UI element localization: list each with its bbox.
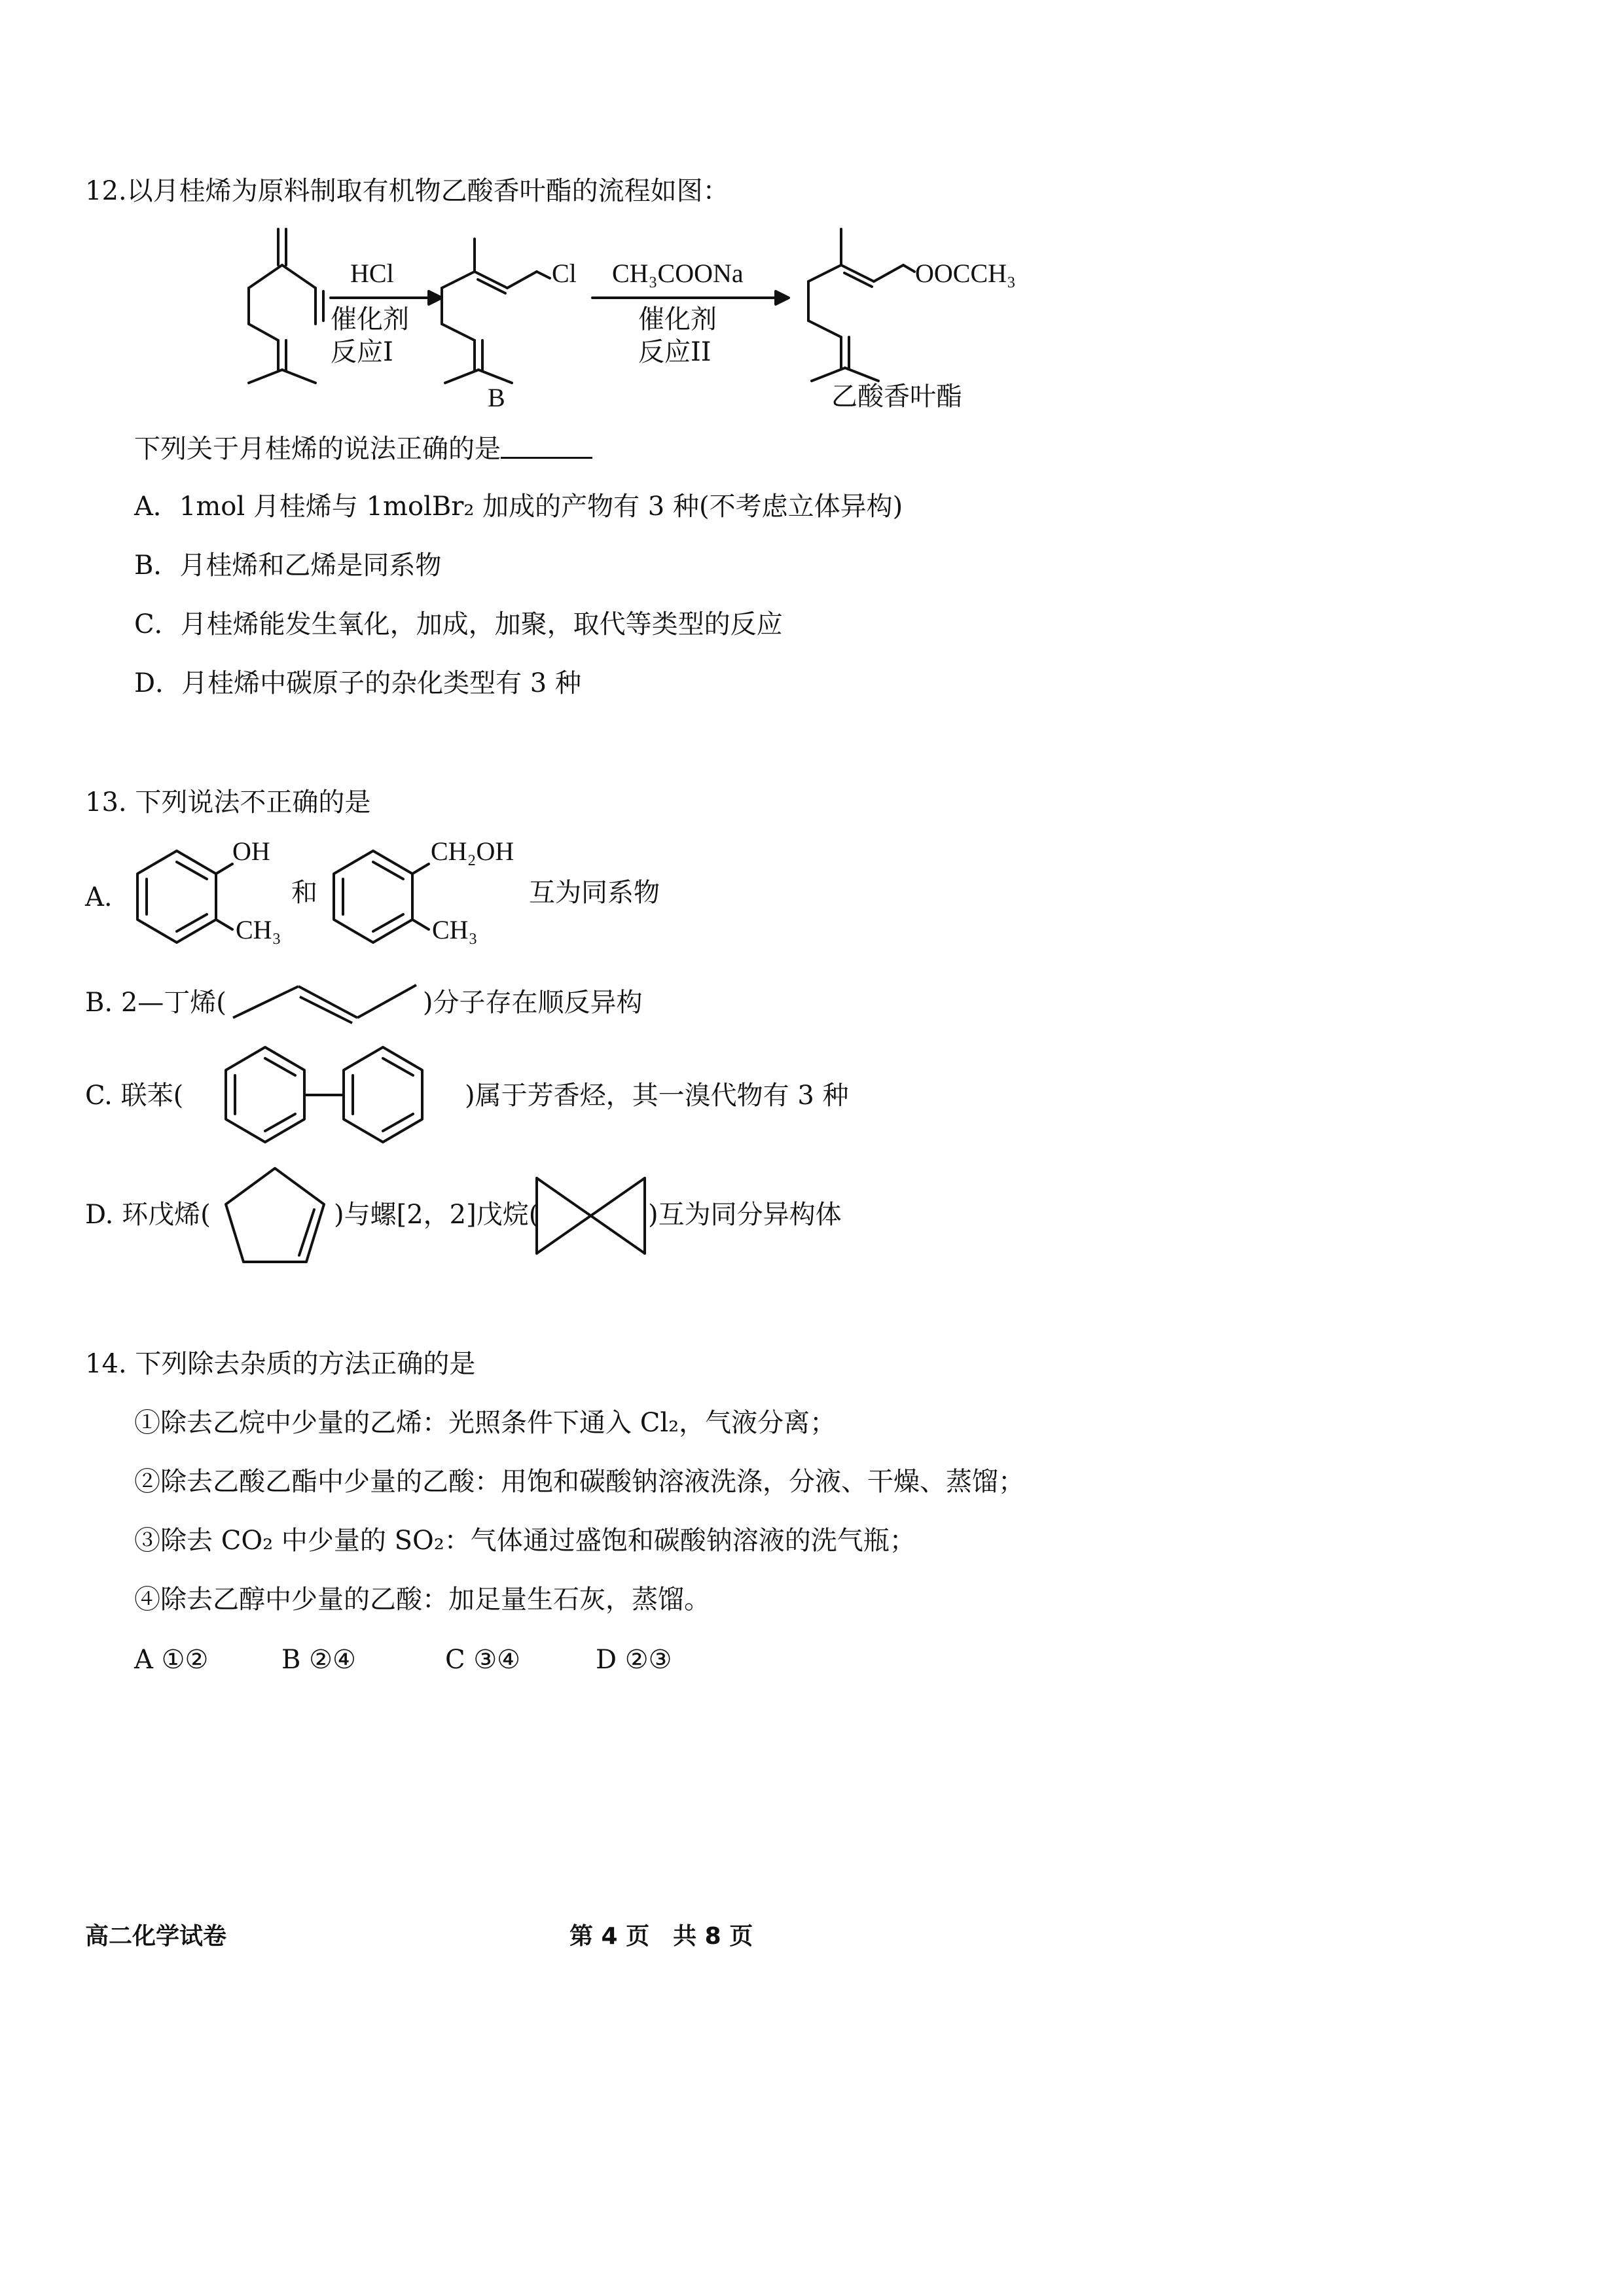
q14-item-3: ③除去 CO₂ 中少量的 SO₂：气体通过盛饱和碳酸钠溶液的洗气瓶； <box>134 1526 916 1556</box>
q12-question <box>134 432 592 466</box>
geranyl-acetate-structure <box>802 216 933 386</box>
q14-item-1: ①除去乙烷中少量的乙烯：光照条件下通入 Cl₂，气液分离； <box>134 1408 837 1438</box>
q14-choice-d: D ②③ <box>596 1645 672 1675</box>
q13-option-d-mid: )与螺[2，2]戊烷( <box>334 1200 539 1230</box>
footer-page-number: 第 4 页 共 8 页 <box>569 1923 753 1950</box>
q14-choice-b: B ②④ <box>281 1645 356 1675</box>
condition-reaction-1: 反应I <box>331 337 393 367</box>
q13-option-c-prefix: C. 联苯( <box>85 1081 184 1111</box>
q14-item-2: ②除去乙酸乙酯中少量的乙酸：用饱和碳酸钠溶液洗涤，分液、干燥、蒸馏； <box>134 1467 1024 1497</box>
reagent-sodium-acetate: CH₃COONa <box>612 259 744 288</box>
q14-choice-c: C ③④ <box>445 1645 521 1675</box>
q12-option-b: B．月桂烯和乙烯是同系物 <box>134 550 442 581</box>
q13-option-d-prefix: D. 环戊烯( <box>85 1200 211 1230</box>
cyclopentene-structure <box>209 1158 340 1276</box>
q13-option-c-suffix: )属于芳香烃，其一溴代物有 3 种 <box>465 1081 849 1111</box>
label-geranyl-acetate: 乙酸香叶酯 <box>831 382 962 412</box>
label-cl: Cl <box>552 259 577 288</box>
q13-option-a-prefix: A. <box>85 882 113 912</box>
q12-option-c: C．月桂烯能发生氧化，加成，加聚，取代等类型的反应 <box>134 609 783 639</box>
q14-item-4: ④除去乙醇中少量的乙酸：加足量生石灰，蒸馏。 <box>134 1585 710 1615</box>
biphenyl-structure <box>190 1037 471 1155</box>
condition-catalyst-2: 催化剂 <box>638 304 717 334</box>
condition-reaction-2: 反应II <box>638 337 712 367</box>
q13-stem: 13. 下列说法不正确的是 <box>85 787 371 817</box>
q13-option-b <box>85 978 643 1024</box>
label-ch3-2: CH₃ <box>432 915 478 944</box>
q12-question-text: 下列关于月桂烯的说法正确的是 <box>134 434 501 464</box>
answer-blank <box>501 433 592 459</box>
2-methylbenzyl-alcohol-structure <box>314 841 445 952</box>
q13-option-b-prefix: B. 2—丁烯( <box>85 988 226 1018</box>
o-cresol-structure <box>118 841 236 952</box>
label-b: B <box>488 383 505 412</box>
q12-stem: 12.以月桂烯为原料制取有机物乙酸香叶酯的流程如图： <box>85 176 729 206</box>
q14-choice-a: A ①② <box>134 1645 209 1675</box>
q13-option-d-suffix: )互为同分异构体 <box>648 1200 842 1230</box>
q12-option-a: A．1mol 月桂烯与 1molBr₂ 加成的产物有 3 种(不考虑立体异构) <box>134 492 903 522</box>
q13-option-a-suffix: 互为同系物 <box>529 878 660 908</box>
q13-option-b-suffix: )分子存在顺反异构 <box>422 988 643 1018</box>
q14-stem: 14. 下列除去杂质的方法正确的是 <box>85 1349 476 1379</box>
label-oh: OH <box>232 836 270 866</box>
condition-catalyst-1: 催化剂 <box>331 304 409 334</box>
label-ch3-1: CH₃ <box>236 915 281 944</box>
reagent-hcl: HCl <box>350 259 394 288</box>
word-and: 和 <box>291 878 317 908</box>
q12-option-d: D．月桂烯中碳原子的杂化类型有 3 种 <box>134 668 581 698</box>
label-ch2oh: CH₂OH <box>431 836 514 866</box>
2-butene-structure <box>226 978 423 1024</box>
label-ester-group: OOCCH₃ <box>915 259 1016 288</box>
spiropentane-structure <box>530 1172 655 1263</box>
footer-exam-title: 高二化学试卷 <box>85 1923 227 1950</box>
intermediate-b-structure <box>439 216 569 386</box>
